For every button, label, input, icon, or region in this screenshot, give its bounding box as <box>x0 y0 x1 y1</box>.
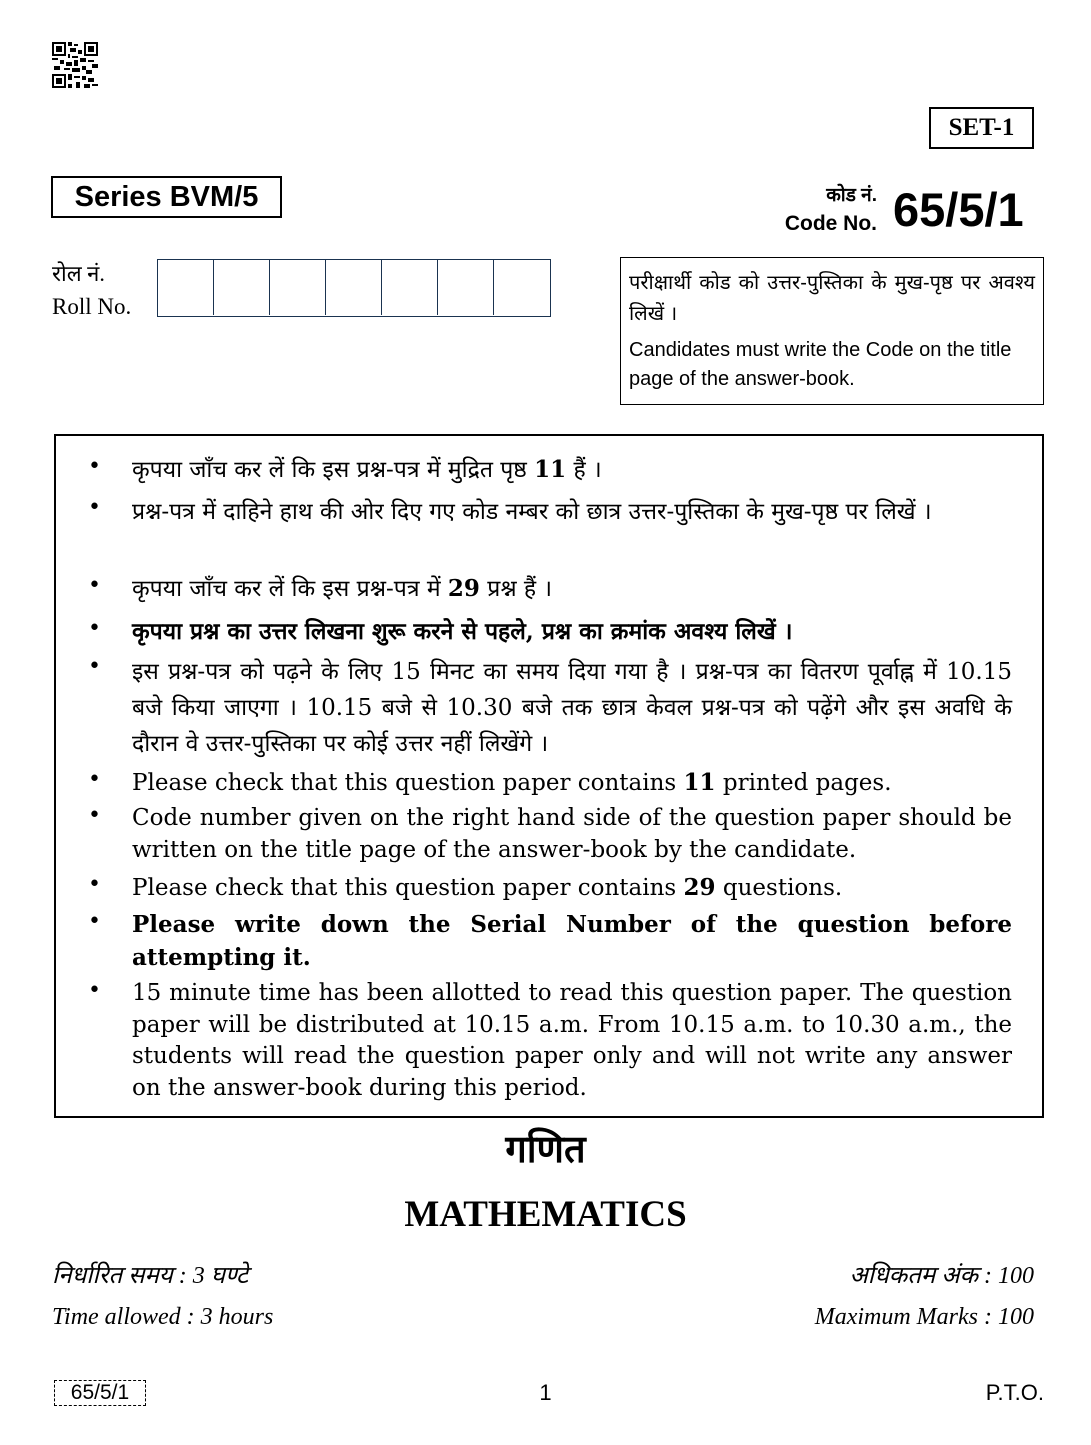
bullet-icon: • <box>88 454 101 479</box>
instruction-text: कृपया जाँच कर लें कि इस प्रश्न-पत्र में <box>132 576 448 602</box>
bullet-icon: • <box>88 909 101 934</box>
instruction-bold: 29 <box>683 874 716 901</box>
subject-title-hindi: गणित <box>505 1129 586 1171</box>
roll-digit-box[interactable] <box>326 260 382 315</box>
roll-digit-box[interactable] <box>438 260 494 315</box>
candidate-note-box <box>620 257 1044 405</box>
bullet-icon: • <box>88 803 101 828</box>
code-number: 65/5/1 <box>893 183 1024 236</box>
instruction-bold: 29 <box>447 575 480 602</box>
subject-title: MATHEMATICS <box>404 1194 687 1235</box>
instruction-bold: Please write down the Serial Number of the question before attempting it. <box>132 911 1012 971</box>
instruction-bold: 11 <box>534 456 567 483</box>
instruction-text: प्रश्न-पत्र में दाहिने हाथ की ओर दिए गए कोड नम्बर को छात्र उत्तर-पुस्तिका के मुख-पृष्ठ पर लिखें । <box>132 499 932 525</box>
instruction-text: printed pages. <box>715 770 892 796</box>
roll-digit-box[interactable] <box>214 260 270 315</box>
pto-label: P.T.O. <box>985 1380 1044 1405</box>
qr-code <box>52 42 98 88</box>
footer-code: 65/5/1 <box>54 1380 146 1406</box>
candidate-note-english: Candidates must write the Code on the title page of the answer-book. <box>629 339 1012 390</box>
instructions-box <box>54 434 1044 1118</box>
series-label: Series BVM/5 <box>51 176 282 218</box>
page-number: 1 <box>539 1380 552 1405</box>
instruction-text: इस प्रश्न-पत्र को पढ़ने के लिए 15 मिनट का समय दिया गया है । प्रश्न-पत्र का वितरण पूर्वाह्न में 10.15 बजे किया जाएगा । 10.15 बजे से 10.30 बजे तक छात्र केवल प्रश्न-पत्र को पढ़ेंगे और इस अवधि के दौरान वे उत्तर-पुस्तिका पर कोई उत्तर नहीं लिखेंगे । <box>132 659 1012 757</box>
bullet-icon: • <box>88 654 101 679</box>
instruction-text: Please check that this question paper contains <box>132 770 684 796</box>
candidate-note-hindi: परीक्षार्थी कोड को उत्तर-पुस्तिका के मुख-पृष्ठ पर अवश्य लिखें । <box>629 272 1035 325</box>
instruction-text: हैं । <box>566 457 602 483</box>
code-label: Code No. <box>784 212 877 235</box>
code-label-hindi: कोड नं. <box>826 185 877 206</box>
bullet-icon: • <box>88 573 101 598</box>
time-allowed-hindi: निर्धारित समय : 3 घण्टे <box>52 1263 249 1289</box>
roll-label: Roll No. <box>52 294 132 319</box>
roll-digit-box[interactable] <box>158 260 214 315</box>
maximum-marks-hindi: अधिकतम अंक : 100 <box>849 1263 1034 1289</box>
bullet-icon: • <box>88 978 101 1003</box>
bullet-icon: • <box>88 767 101 792</box>
set-label: SET-1 <box>929 107 1034 149</box>
instruction-bold: कृपया प्रश्न का उत्तर लिखना शुरू करने से पहले, प्रश्न का क्रमांक अवश्य लिखें । <box>132 618 793 645</box>
roll-digit-box[interactable] <box>270 260 326 315</box>
time-allowed: Time allowed : 3 hours <box>52 1304 274 1330</box>
instruction-text: प्रश्न हैं । <box>479 576 553 602</box>
bullet-icon: • <box>88 495 101 520</box>
roll-digit-box[interactable] <box>382 260 438 315</box>
bullet-icon: • <box>88 616 101 641</box>
roll-number-boxes[interactable] <box>157 259 551 317</box>
roll-digit-box[interactable] <box>494 260 550 315</box>
instruction-bold: 11 <box>683 769 716 796</box>
instruction-text: questions. <box>715 875 843 901</box>
instruction-text: कृपया जाँच कर लें कि इस प्रश्न-पत्र में मुद्रित पृष्ठ <box>132 457 535 483</box>
instruction-text: Please check that this question paper contains <box>132 875 684 901</box>
instruction-text: Code number given on the right hand side of the question paper should be written on the title page of the answer-book by the candidate. <box>132 805 1012 863</box>
bullet-icon: • <box>88 872 101 897</box>
roll-label-hindi: रोल नं. <box>52 261 105 286</box>
instruction-text: 15 minute time has been allotted to read this question paper. The question paper will be distributed at 10.15 a.m. From 10.15 a.m. to 10.30 a.m., the students will read the question paper only and will not write any answer on the answer-book during this period. <box>132 980 1012 1101</box>
maximum-marks: Maximum Marks : 100 <box>814 1304 1034 1330</box>
